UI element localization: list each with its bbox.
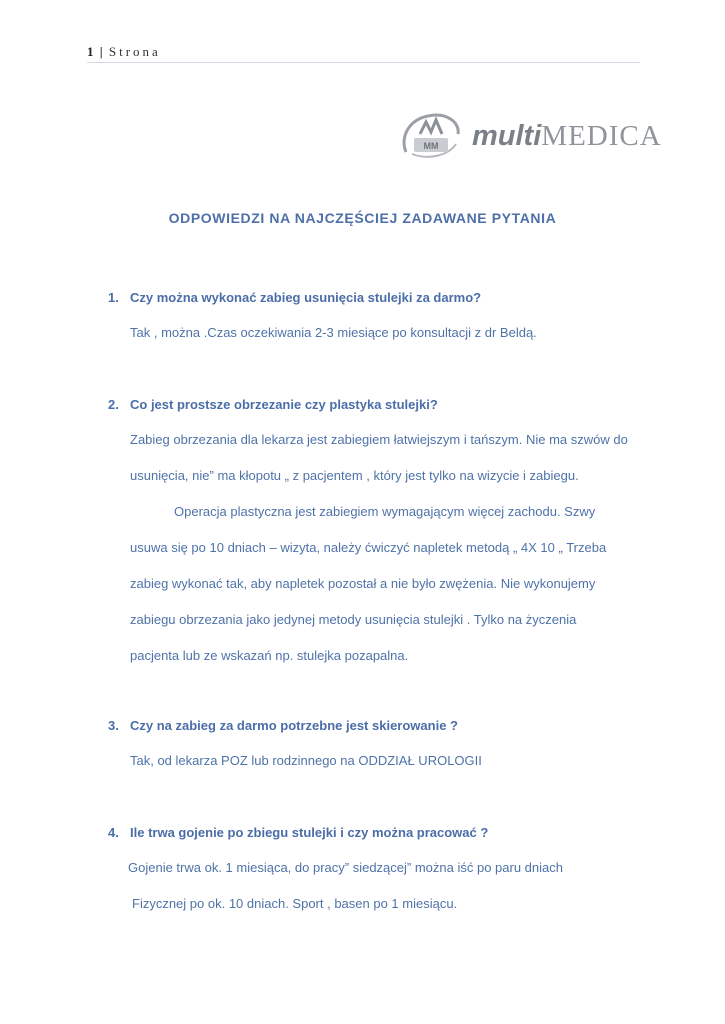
svg-text:MM: MM — [423, 141, 439, 151]
question-number: 3. — [108, 718, 119, 733]
question-text: Czy można wykonać zabieg usunięcia stulejki za darmo? — [130, 290, 482, 305]
question-1 — [108, 290, 481, 305]
multimedica-logo — [398, 108, 680, 164]
page-number: 1 — [87, 44, 94, 59]
logo-brand-multi: multi — [472, 120, 542, 152]
answer-line: usunięcia, nie” ma kłopotu „ z pacjentem , który jest tylko na wizycie i zabiegu. — [130, 468, 579, 483]
page-header — [87, 44, 640, 63]
logo-mark-icon — [398, 108, 468, 164]
header-separator: | — [99, 44, 103, 59]
question-text: Ile trwa gojenie po zbiegu stulejki i czy można pracować ? — [130, 825, 489, 840]
answer-line: zabieg wykonać tak, aby napletek pozostał a nie było zwężenia. Nie wykonujemy — [130, 576, 596, 591]
question-3 — [108, 718, 458, 733]
answer-line: pacjenta lub ze wskazań np. stulejka pozapalna. — [130, 648, 409, 663]
answer-line: zabiegu obrzezania jako jedynej metody usunięcia stulejki . Tylko na życzenia — [130, 612, 577, 627]
question-number: 2. — [108, 397, 119, 412]
question-4 — [108, 825, 488, 840]
answer-line: Operacja plastyczna jest zabiegiem wymagającym więcej zachodu. Szwy — [174, 504, 596, 519]
page-label: Strona — [108, 44, 161, 59]
question-text: Co jest prostsze obrzezanie czy plastyka stulejki? — [130, 397, 438, 412]
question-2 — [108, 397, 438, 412]
answer-line: Zabieg obrzezania dla lekarza jest zabiegiem łatwiejszym i tańszym. Nie ma szwów do — [130, 432, 628, 447]
answer-line: Gojenie trwa ok. 1 miesiąca, do pracy” siedzącej” można iść po paru dniach — [128, 860, 563, 875]
question-text: Czy na zabieg za darmo potrzebne jest skierowanie ? — [130, 718, 458, 733]
answer-line: Tak , można .Czas oczekiwania 2-3 miesiące po konsultacji z dr Beldą. — [130, 325, 537, 340]
logo-brand-medica: MEDICA — [541, 120, 662, 152]
answer-line: usuwa się po 10 dniach – wizyta, należy ćwiczyć napletek metodą „ 4X 10 „ Trzeba — [130, 540, 607, 555]
answer-line: Tak, od lekarza POZ lub rodzinnego na ODDZIAŁ UROLOGII — [130, 753, 482, 768]
question-number: 1. — [108, 290, 119, 305]
question-number: 4. — [108, 825, 119, 840]
page-title: ODPOWIEDZI NA NAJCZĘŚCIEJ ZADAWANE PYTANIA — [168, 210, 557, 226]
logo-wordmark — [472, 120, 662, 153]
answer-line: Fizycznej po ok. 10 dniach. Sport , basen po 1 miesiącu. — [132, 896, 458, 911]
